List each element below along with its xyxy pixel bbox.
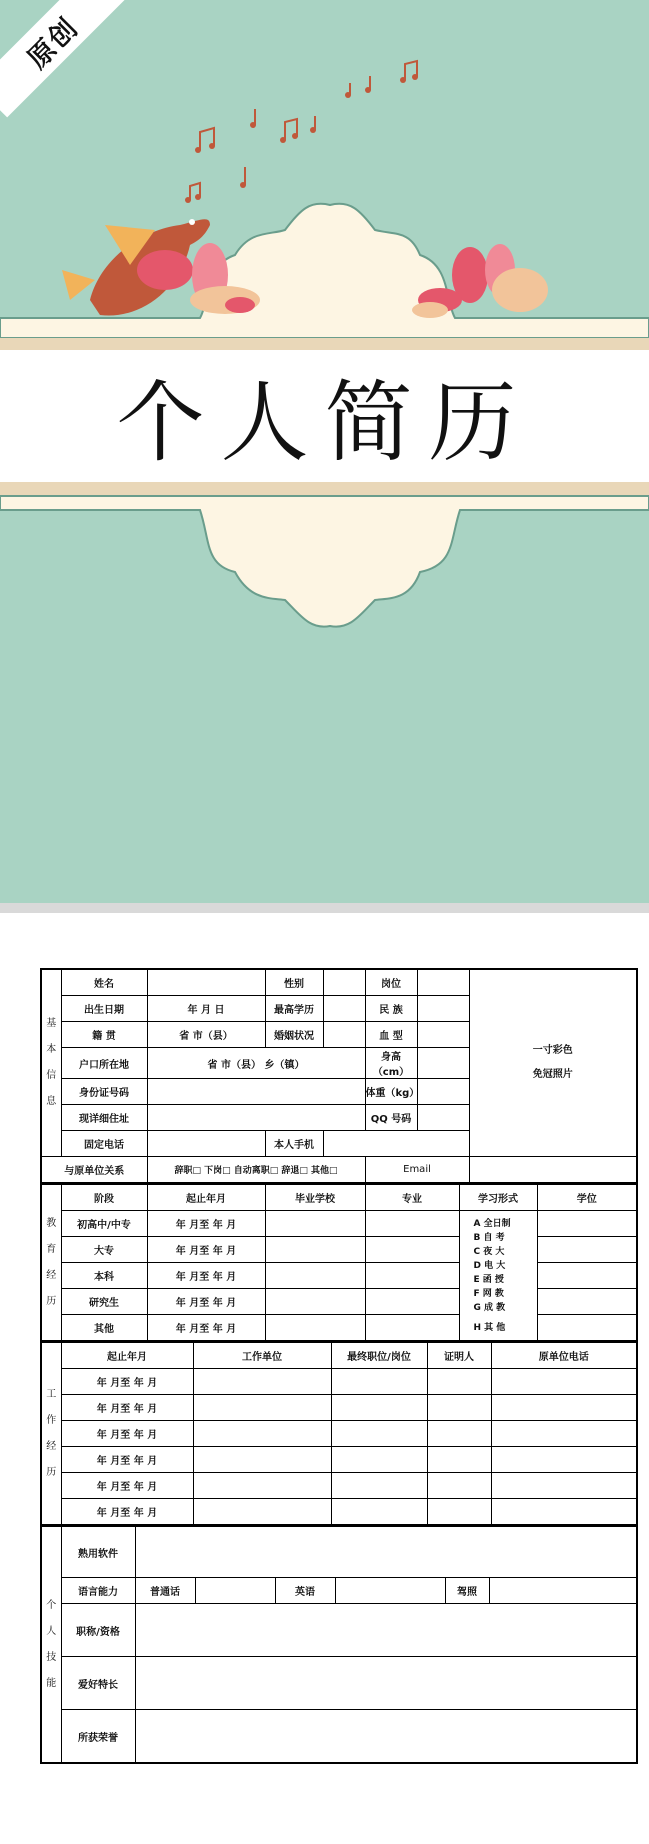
field-phone[interactable] xyxy=(147,1131,265,1157)
edu-school[interactable] xyxy=(265,1315,365,1342)
edu-degree[interactable] xyxy=(537,1211,637,1237)
work-position[interactable] xyxy=(331,1447,427,1473)
field-birth[interactable]: 年 月 日 xyxy=(147,996,265,1022)
work-reference[interactable] xyxy=(427,1447,491,1473)
edu-period[interactable]: 年 月至 年 月 xyxy=(147,1315,265,1342)
photo-box[interactable]: 一寸彩色 免冠照片 xyxy=(469,969,637,1157)
work-position[interactable] xyxy=(331,1499,427,1526)
work-company[interactable] xyxy=(193,1473,331,1499)
edu-major[interactable] xyxy=(365,1263,459,1289)
field-blood[interactable] xyxy=(417,1022,469,1048)
edu-header-5: 学位 xyxy=(537,1185,637,1211)
label-name: 姓名 xyxy=(61,969,147,996)
work-header-4: 原单位电话 xyxy=(491,1343,637,1369)
edu-school[interactable] xyxy=(265,1211,365,1237)
work-header-1: 工作单位 xyxy=(193,1343,331,1369)
skills-table xyxy=(40,1526,638,1764)
label-title: 职称/资格 xyxy=(61,1604,135,1657)
section-work: 工 作 经 历 xyxy=(41,1343,61,1526)
field-license[interactable] xyxy=(489,1578,637,1604)
work-header-3: 证明人 xyxy=(427,1343,491,1369)
edu-header-3: 专业 xyxy=(365,1185,459,1211)
label-honor: 所获荣誉 xyxy=(61,1710,135,1764)
work-position[interactable] xyxy=(331,1421,427,1447)
work-reference[interactable] xyxy=(427,1421,491,1447)
work-company[interactable] xyxy=(193,1421,331,1447)
label-email: Email xyxy=(365,1157,469,1184)
work-period[interactable]: 年 月至 年 月 xyxy=(61,1421,193,1447)
study-form: H 其 他 xyxy=(473,1322,506,1333)
label-license: 驾照 xyxy=(445,1578,489,1604)
study-form: D 电 大 xyxy=(473,1260,506,1271)
edu-header-0: 阶段 xyxy=(61,1185,147,1211)
section-edu: 教 育 经 历 xyxy=(41,1185,61,1342)
field-height[interactable] xyxy=(417,1048,469,1079)
field-degree[interactable] xyxy=(323,996,365,1022)
study-form: A 全日制 xyxy=(473,1218,511,1229)
field-relation-options[interactable]: 辞职□ 下岗□ 自动离职□ 辞退□ 其他□ xyxy=(147,1157,365,1184)
field-marital[interactable] xyxy=(323,1022,365,1048)
work-period[interactable]: 年 月至 年 月 xyxy=(61,1395,193,1421)
edu-period[interactable]: 年 月至 年 月 xyxy=(147,1237,265,1263)
work-phone[interactable] xyxy=(491,1473,637,1499)
work-period[interactable]: 年 月至 年 月 xyxy=(61,1369,193,1395)
work-phone[interactable] xyxy=(491,1395,637,1421)
edu-school[interactable] xyxy=(265,1289,365,1315)
basic-info-table xyxy=(40,968,638,1184)
work-reference[interactable] xyxy=(427,1473,491,1499)
label-english: 英语 xyxy=(275,1578,335,1604)
field-email[interactable] xyxy=(469,1157,637,1184)
field-mobile[interactable] xyxy=(323,1131,469,1157)
label-lang: 语言能力 xyxy=(61,1578,135,1604)
label-birth: 出生日期 xyxy=(61,996,147,1022)
edu-header-2: 毕业学校 xyxy=(265,1185,365,1211)
edu-stage-0: 初高中/中专 xyxy=(61,1211,147,1237)
work-header-0: 起止年月 xyxy=(61,1343,193,1369)
label-idno: 身份证号码 xyxy=(61,1079,147,1105)
study-form: E 函 授 xyxy=(473,1274,504,1285)
label-hobby: 爱好特长 xyxy=(61,1657,135,1710)
edu-school[interactable] xyxy=(265,1237,365,1263)
work-company[interactable] xyxy=(193,1447,331,1473)
work-position[interactable] xyxy=(331,1395,427,1421)
edu-degree[interactable] xyxy=(537,1289,637,1315)
edu-stage-3: 研究生 xyxy=(61,1289,147,1315)
field-ethnic[interactable] xyxy=(417,996,469,1022)
label-post: 岗位 xyxy=(365,969,417,996)
edu-major[interactable] xyxy=(365,1315,459,1342)
work-period[interactable]: 年 月至 年 月 xyxy=(61,1499,193,1526)
work-company[interactable] xyxy=(193,1395,331,1421)
edu-period[interactable]: 年 月至 年 月 xyxy=(147,1263,265,1289)
edu-stage-4: 其他 xyxy=(61,1315,147,1342)
field-mandarin[interactable] xyxy=(195,1578,275,1604)
label-address: 现详细住址 xyxy=(61,1105,147,1131)
edu-degree[interactable] xyxy=(537,1237,637,1263)
work-phone[interactable] xyxy=(491,1499,637,1526)
label-mandarin: 普通话 xyxy=(135,1578,195,1604)
label-ethnic: 民 族 xyxy=(365,996,417,1022)
work-table xyxy=(40,1342,638,1526)
label-software: 熟用软件 xyxy=(61,1527,135,1578)
label-phone: 固定电话 xyxy=(61,1131,147,1157)
study-form: B 自 考 xyxy=(473,1232,505,1243)
edu-stage-2: 本科 xyxy=(61,1263,147,1289)
label-degree: 最高学历 xyxy=(265,996,323,1022)
field-english[interactable] xyxy=(335,1578,445,1604)
label-relation: 与原单位关系 xyxy=(41,1157,147,1184)
label-qq: QQ 号码 xyxy=(365,1105,417,1131)
cover xyxy=(0,0,649,913)
edu-degree[interactable] xyxy=(537,1315,637,1342)
original-badge: 原创 xyxy=(0,0,127,117)
field-software[interactable] xyxy=(135,1527,637,1578)
label-blood: 血 型 xyxy=(365,1022,417,1048)
edu-school[interactable] xyxy=(265,1263,365,1289)
field-idno[interactable] xyxy=(147,1079,365,1105)
work-phone[interactable] xyxy=(491,1421,637,1447)
work-position[interactable] xyxy=(331,1473,427,1499)
label-gender: 性别 xyxy=(265,969,323,996)
work-company[interactable] xyxy=(193,1369,331,1395)
edu-degree[interactable] xyxy=(537,1263,637,1289)
edu-major[interactable] xyxy=(365,1237,459,1263)
work-reference[interactable] xyxy=(427,1395,491,1421)
label-native: 籍 贯 xyxy=(61,1022,147,1048)
edu-header-4: 学习形式 xyxy=(459,1185,537,1211)
resume-form xyxy=(40,968,638,1764)
edu-major[interactable] xyxy=(365,1289,459,1315)
edu-major[interactable] xyxy=(365,1211,459,1237)
field-hukou[interactable]: 省 市（县） 乡（镇） xyxy=(147,1048,365,1079)
work-phone[interactable] xyxy=(491,1447,637,1473)
study-form: C 夜 大 xyxy=(473,1246,505,1257)
field-address[interactable] xyxy=(147,1105,365,1131)
work-period[interactable]: 年 月至 年 月 xyxy=(61,1473,193,1499)
title-band xyxy=(0,350,649,482)
study-form: F 网 教 xyxy=(473,1288,504,1299)
field-post[interactable] xyxy=(417,969,469,996)
field-gender[interactable] xyxy=(323,969,365,996)
work-position[interactable] xyxy=(331,1369,427,1395)
label-hukou: 户口所在地 xyxy=(61,1048,147,1079)
label-mobile: 本人手机 xyxy=(265,1131,323,1157)
label-height: 身高（cm） xyxy=(365,1048,417,1079)
work-period[interactable]: 年 月至 年 月 xyxy=(61,1447,193,1473)
work-header-2: 最终职位/岗位 xyxy=(331,1343,427,1369)
section-skills: 个 人 技 能 xyxy=(41,1527,61,1764)
field-honor[interactable] xyxy=(135,1710,637,1764)
edu-study-forms xyxy=(459,1211,537,1342)
edu-period[interactable]: 年 月至 年 月 xyxy=(147,1289,265,1315)
field-native[interactable]: 省 市（县） xyxy=(147,1022,265,1048)
work-reference[interactable] xyxy=(427,1369,491,1395)
section-basic: 基 本 信 息 xyxy=(41,969,61,1157)
label-marital: 婚姻状况 xyxy=(265,1022,323,1048)
work-reference[interactable] xyxy=(427,1499,491,1526)
field-title[interactable] xyxy=(135,1604,637,1657)
label-weight: 体重（kg） xyxy=(365,1079,417,1105)
education-table xyxy=(40,1184,638,1342)
work-phone[interactable] xyxy=(491,1369,637,1395)
field-name[interactable] xyxy=(147,969,265,996)
resume-title: 个人简历 xyxy=(116,371,533,474)
field-qq[interactable] xyxy=(417,1105,469,1131)
study-form: G 成 教 xyxy=(473,1302,506,1313)
field-weight[interactable] xyxy=(417,1079,469,1105)
edu-stage-1: 大专 xyxy=(61,1237,147,1263)
work-company[interactable] xyxy=(193,1499,331,1526)
field-hobby[interactable] xyxy=(135,1657,637,1710)
edu-period[interactable]: 年 月至 年 月 xyxy=(147,1211,265,1237)
edu-header-1: 起止年月 xyxy=(147,1185,265,1211)
